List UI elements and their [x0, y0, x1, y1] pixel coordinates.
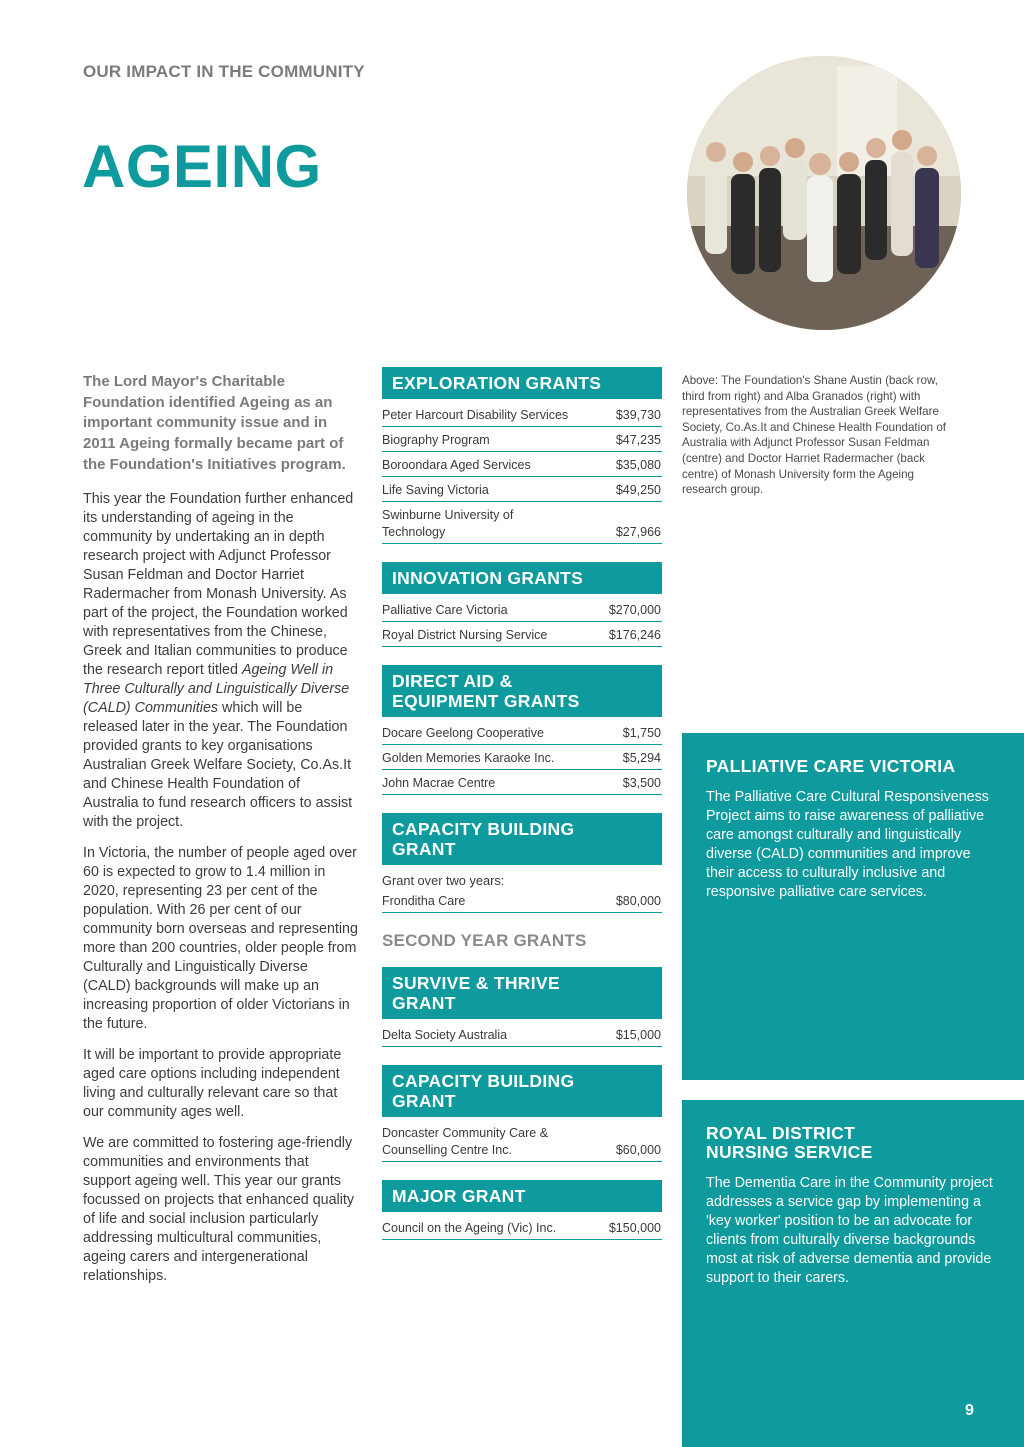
direct-aid-grants-heading: DIRECT AID & EQUIPMENT GRANTS	[382, 665, 662, 717]
grant-name: Fronditha Care	[382, 894, 466, 908]
grant-row	[382, 457, 662, 477]
grant-row	[382, 1220, 662, 1240]
page-title: AGEING	[82, 133, 322, 200]
survive-thrive-grant-heading: SURVIVE & THRIVE GRANT	[382, 967, 662, 1019]
intro-paragraph-4: We are committed to fostering age-friendly communities and environments that support ageing well. This year our grants focussed on projects that enhanced quality of life and social inclusion particularly addressing multicultural communities, ageing carers and intergenerational relationships.	[83, 1134, 355, 1284]
grant-note: Grant over two years:	[382, 873, 505, 888]
grant-amount: $15,000	[615, 1028, 661, 1042]
palliative-care-body: The Palliative Care Cultural Responsiveness Project aims to raise awareness of palliative care amongst culturally and linguistically diverse (CALD) communities and improve their access to culturally inclusive and responsive palliative care services.	[706, 789, 989, 900]
grant-name: Council on the Ageing (Vic) Inc.	[382, 1221, 557, 1235]
grant-amount: $270,000	[608, 603, 661, 617]
exploration-grants-list	[382, 407, 662, 544]
grant-amount: $49,250	[615, 483, 661, 497]
grant-amount: $1,750	[622, 726, 661, 740]
capacity-building-grant-2-list	[382, 1125, 662, 1162]
grant-row	[382, 602, 662, 622]
capacity-building-grant-2-heading: CAPACITY BUILDING GRANT	[382, 1065, 662, 1117]
group-photo	[687, 56, 961, 330]
second-year-grants-heading: SECOND YEAR GRANTS	[382, 931, 587, 950]
innovation-grants-heading: INNOVATION GRANTS	[382, 562, 662, 594]
grant-amount: $5,294	[622, 751, 661, 765]
grant-name: Biography Program	[382, 433, 490, 447]
photo-caption: Above: The Foundation's Shane Austin (back row, third from right) and Alba Granados (right) with representatives from the Australian Greek Welfare Society, Co.As.It and Chinese Health Foundation of Australia with Adjunct Professor Susan Feldman (centre) and Doctor Harriet Radermacher (back centre) of Monash University form the Ageing research group.	[682, 374, 947, 497]
direct-aid-grants-list	[382, 725, 662, 795]
survive-thrive-grant-list	[382, 1027, 662, 1047]
rdns-body: The Dementia Care in the Community project addresses a service gap by implementing a 'key worker' position to be an advocate for clients from culturally diverse backgrounds most at risk of adverse dementia and provide support to their carers.	[706, 1175, 993, 1286]
grant-name: Royal District Nursing Service	[382, 628, 548, 642]
grants-column	[382, 367, 662, 1258]
grant-name: Docare Geelong Cooperative	[382, 726, 544, 740]
grant-name: Delta Society Australia	[382, 1028, 508, 1042]
palliative-care-panel	[682, 733, 1024, 1080]
intro-paragraph-1-text-a: This year the Foundation further enhanced its understanding of ageing in the community by undertaking an in depth research project with Adjunct Professor Susan Feldman and Doctor Harriet Radermacher from Monash University. As part of the project, the Foundation worked with representatives from the Chinese, Greek and Italian communities to produce the research report titled	[83, 490, 354, 678]
grant-name: Swinburne University of Technology	[382, 508, 514, 539]
grant-amount: $80,000	[615, 894, 661, 908]
grant-name: Palliative Care Victoria	[382, 603, 508, 617]
major-grant-list	[382, 1220, 662, 1240]
intro-paragraph-2: In Victoria, the number of people aged over 60 is expected to grow to 1.4 million in 2020, representing 23 per cent of the population. With 26 per cent of our community born overseas and representing more than 200 countries, older people from Culturally and Linguistically Diverse (CALD) backgrounds will make up an increasing proportion of older Victorians in the future.	[83, 844, 358, 1032]
grant-amount: $176,246	[608, 628, 661, 642]
intro-lead: The Lord Mayor's Charitable Foundation identified Ageing as an important community issue and in 2011 Ageing formally became part of the Foundation's Initiatives program.	[83, 373, 346, 473]
grant-row	[382, 507, 662, 544]
rdns-heading: ROYAL DISTRICT NURSING SERVICE	[706, 1123, 873, 1162]
grant-row	[382, 775, 662, 795]
report-title: Ageing Well in Three Culturally and Linguistically Diverse (CALD) Communities	[83, 661, 350, 716]
intro-paragraph-1	[83, 490, 358, 832]
rdns-panel	[682, 1100, 1024, 1447]
major-grant-heading: MAJOR GRANT	[382, 1180, 662, 1212]
grant-amount: $60,000	[615, 1143, 661, 1157]
grant-row	[382, 893, 662, 913]
grant-amount: $39,730	[615, 408, 661, 422]
grant-amount: $27,966	[615, 525, 661, 539]
grant-name: John Macrae Centre	[382, 776, 496, 790]
intro-paragraph-3: It will be important to provide appropriate aged care options including independent living and culturally relevant care so that our community ages well.	[83, 1046, 342, 1120]
grant-name: Golden Memories Karaoke Inc.	[382, 751, 555, 765]
grant-amount: $47,235	[615, 433, 661, 447]
grant-row	[382, 750, 662, 770]
page-number: 9	[965, 1402, 974, 1419]
intro-column	[83, 372, 358, 1298]
capacity-building-grant-heading: CAPACITY BUILDING GRANT	[382, 813, 662, 865]
grant-row	[382, 407, 662, 427]
section-kicker: OUR IMPACT IN THE COMMUNITY	[83, 62, 365, 81]
grant-name: Doncaster Community Care & Counselling Centre Inc.	[382, 1126, 549, 1157]
intro-paragraph-1-text-b: which will be released later in the year. The Foundation provided grants to key organisations Australian Greek Welfare Society, Co.As.It and Chinese Health Foundation of Australia to fund research officers to assist with the project.	[83, 699, 353, 830]
exploration-grants-heading: EXPLORATION GRANTS	[382, 367, 662, 399]
grant-row	[382, 725, 662, 745]
grant-row	[382, 1125, 662, 1162]
grant-name: Boroondara Aged Services	[382, 458, 531, 472]
grant-amount: $150,000	[608, 1221, 661, 1235]
grant-row	[382, 482, 662, 502]
grant-amount: $35,080	[615, 458, 661, 472]
capacity-building-grant-list	[382, 873, 662, 913]
innovation-grants-list	[382, 602, 662, 647]
palliative-care-heading: PALLIATIVE CARE VICTORIA	[706, 756, 956, 776]
grant-name: Peter Harcourt Disability Services	[382, 408, 569, 422]
grant-row	[382, 1027, 662, 1047]
grant-row	[382, 627, 662, 647]
grant-row	[382, 432, 662, 452]
grant-name: Life Saving Victoria	[382, 483, 489, 497]
group-photo-illustration	[687, 56, 961, 330]
grant-amount: $3,500	[622, 776, 661, 790]
